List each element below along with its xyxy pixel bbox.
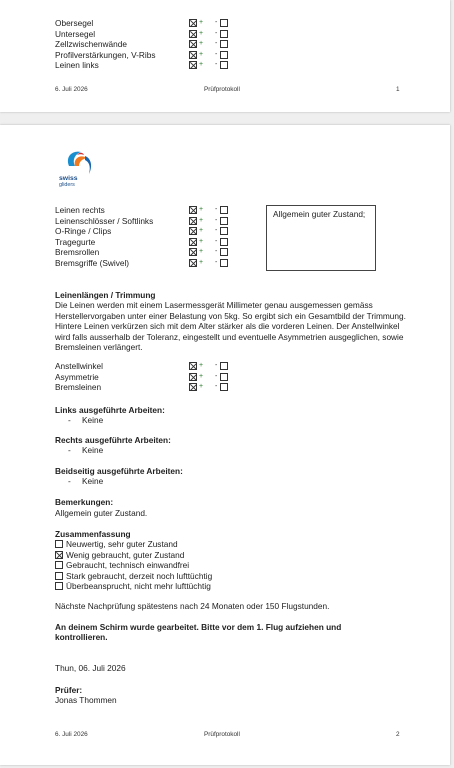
summary-label: Überbeansprucht, nicht mehr lufttüchtig (66, 581, 211, 591)
document-page-2 (0, 125, 450, 765)
plus-sign: + (199, 19, 204, 26)
summary-label: Stark gebraucht, derzeit noch lufttüchtig (66, 570, 213, 581)
trim-heading: Leinenlängen / Trimmung (55, 290, 156, 300)
summary-label: Gebraucht, technisch einwandfrei (66, 560, 190, 570)
checklist-label: Leinen links (55, 60, 99, 70)
defect-checkbox[interactable] (220, 206, 228, 214)
ok-checkbox[interactable] (189, 19, 197, 27)
plus-sign: + (199, 372, 204, 380)
minus-sign: - (215, 248, 218, 255)
minus-sign: - (215, 29, 218, 37)
remarks-text: Allgemein guter Zustand. (55, 508, 148, 518)
checklist-label: Anstellwinkel (55, 361, 103, 371)
defect-checkbox[interactable] (220, 383, 228, 391)
checklist-label: Bremsleinen (55, 382, 102, 392)
trim-line: Bremsleinen verlängert. (55, 342, 143, 352)
checklist-row (55, 237, 245, 248)
minus-sign: - (215, 61, 218, 68)
checklist-row (55, 382, 245, 393)
ok-checkbox[interactable] (189, 51, 197, 59)
checklist-row (55, 39, 245, 50)
footer-page-number: 1 (396, 86, 400, 93)
minus-sign: - (215, 258, 218, 266)
defect-checkbox[interactable] (220, 30, 228, 38)
bullet: - (68, 415, 71, 425)
summary-checkbox[interactable] (55, 561, 63, 569)
minus-sign: - (215, 237, 218, 245)
checklist-label: Profilverstärkungen, V-Ribs (55, 49, 156, 60)
minus-sign: - (215, 50, 218, 58)
logo-text-swiss: swiss (59, 175, 78, 182)
minus-sign: - (215, 216, 218, 224)
next-check-text: Nächste Nachprüfung spätestens nach 24 Monaten oder 150 Flugstunden. (55, 601, 330, 611)
inspector-heading: Prüfer: (55, 685, 83, 695)
trim-description (55, 300, 406, 353)
notice-line: An deinem Schirm wurde gearbeitet. Bitte vor dem 1. Flug aufziehen und (55, 622, 342, 632)
defect-checkbox[interactable] (220, 362, 228, 370)
defect-checkbox[interactable] (220, 227, 228, 235)
defect-checkbox[interactable] (220, 61, 228, 69)
defect-checkbox[interactable] (220, 217, 228, 225)
trim-line: Die Leinen werden mit einem Lasermessgerät Millimeter genau ausgemessen gemäss (55, 300, 373, 310)
minus-sign: - (215, 206, 218, 213)
checklist-label: Bremsrollen (55, 247, 100, 257)
checklist-label: Untersegel (55, 28, 96, 39)
plus-sign: + (199, 206, 204, 213)
plus-sign: + (199, 258, 204, 266)
document-page-1 (0, 0, 450, 112)
ok-checkbox[interactable] (189, 227, 197, 235)
ok-checkbox[interactable] (189, 238, 197, 246)
checklist-label: O-Ringe / Clips (55, 226, 112, 236)
summary-checkbox[interactable] (55, 582, 63, 590)
minus-sign: - (215, 227, 218, 234)
plus-sign: + (199, 227, 204, 234)
plus-sign: + (199, 383, 204, 390)
checklist-row (55, 226, 245, 237)
minus-sign: - (215, 372, 218, 380)
footer-date: 6. Juli 2026 (55, 731, 88, 738)
trim-line: wird falls ausserhalb der Toleranz, eingestellt und eventuelle Asymmetrien ausgeglichen, sowie (55, 331, 404, 342)
plus-sign: + (199, 50, 204, 58)
checklist-label: Leinenschlösser / Softlinks (55, 215, 154, 226)
right-work-heading: Rechts ausgeführte Arbeiten: (55, 435, 171, 445)
checklist-row (55, 18, 245, 29)
defect-checkbox[interactable] (220, 238, 228, 246)
bullet: - (68, 476, 71, 486)
defect-checkbox[interactable] (220, 19, 228, 27)
ok-checkbox[interactable] (189, 61, 197, 69)
minus-sign: - (215, 40, 218, 47)
checklist-row (55, 372, 245, 383)
comment-text: Allgemein guter Zustand; (273, 209, 366, 219)
checklist-row (55, 50, 245, 61)
place-date: Thun, 06. Juli 2026 (55, 663, 126, 673)
swiss-gliders-logo (55, 148, 105, 190)
summary-label: Neuwertig, sehr guter Zustand (66, 539, 178, 549)
plus-sign: + (199, 216, 204, 224)
defect-checkbox[interactable] (220, 373, 228, 381)
footer-date: 6. Juli 2026 (55, 86, 88, 93)
both-work-heading: Beidseitig ausgeführte Arbeiten: (55, 466, 183, 476)
ok-checkbox[interactable] (189, 373, 197, 381)
comment-box (266, 205, 376, 271)
ok-checkbox[interactable] (189, 217, 197, 225)
plus-sign: + (199, 61, 204, 68)
plus-sign: + (199, 40, 204, 47)
checklist-label: Tragegurte (55, 236, 96, 247)
ok-checkbox[interactable] (189, 248, 197, 256)
bullet: - (68, 445, 71, 455)
checklist-label: Asymmetrie (55, 371, 99, 382)
inspector-name: Jonas Thommen (55, 695, 117, 705)
defect-checkbox[interactable] (220, 40, 228, 48)
plus-sign: + (199, 237, 204, 245)
right-work-item: Keine (82, 445, 104, 455)
checklist-label: Obersegel (55, 18, 94, 28)
both-work-item: Keine (82, 476, 104, 486)
minus-sign: - (215, 19, 218, 26)
plus-sign: + (199, 362, 204, 369)
ok-checkbox[interactable] (189, 40, 197, 48)
defect-checkbox[interactable] (220, 51, 228, 59)
checklist-label: Zellzwischenwände (55, 39, 127, 49)
ok-checkbox[interactable] (189, 259, 197, 267)
ok-checkbox[interactable] (189, 383, 197, 391)
left-work-item: Keine (82, 415, 104, 425)
footer-page-number: 2 (396, 731, 400, 738)
plus-sign: + (199, 29, 204, 37)
checklist-row (55, 258, 245, 269)
ok-checkbox[interactable] (189, 206, 197, 214)
notice-line: kontrollieren. (55, 632, 108, 642)
summary-checkbox[interactable] (55, 572, 63, 580)
checklist-row (55, 29, 245, 40)
minus-sign: - (215, 362, 218, 369)
remarks-heading: Bemerkungen: (55, 497, 114, 507)
summary-heading: Zusammenfassung (55, 529, 131, 539)
ok-checkbox[interactable] (189, 362, 197, 370)
summary-label: Wenig gebraucht, guter Zustand (66, 549, 185, 560)
defect-checkbox[interactable] (220, 259, 228, 267)
trim-line: Hintere Leinen verkürzen sich mit dem Alter stärker als die vorderen Leinen. Der Anstellwinkel (55, 321, 400, 331)
ok-checkbox[interactable] (189, 30, 197, 38)
defect-checkbox[interactable] (220, 248, 228, 256)
left-work-heading: Links ausgeführte Arbeiten: (55, 405, 165, 415)
minus-sign: - (215, 383, 218, 390)
checklist-label: Leinen rechts (55, 205, 105, 215)
checklist-row (55, 205, 245, 216)
footer-title: Prüfprotokoll (204, 86, 240, 93)
logo-text-gliders: gliders (59, 182, 75, 188)
checklist-label: Bremsgriffe (Swivel) (55, 257, 130, 268)
checklist-row (55, 216, 245, 227)
checklist-row (55, 247, 245, 258)
checklist-row (55, 60, 245, 71)
checklist-row (55, 361, 245, 372)
trim-line: Herstellervorgaben unter einer Belastung von 5kg. So ergibt sich ein Gesamtbild der Trimmung. (55, 310, 406, 321)
summary-checkbox[interactable] (55, 540, 63, 548)
footer-title: Prüfprotokoll (204, 731, 240, 738)
plus-sign: + (199, 248, 204, 255)
summary-checkbox[interactable] (55, 551, 63, 559)
